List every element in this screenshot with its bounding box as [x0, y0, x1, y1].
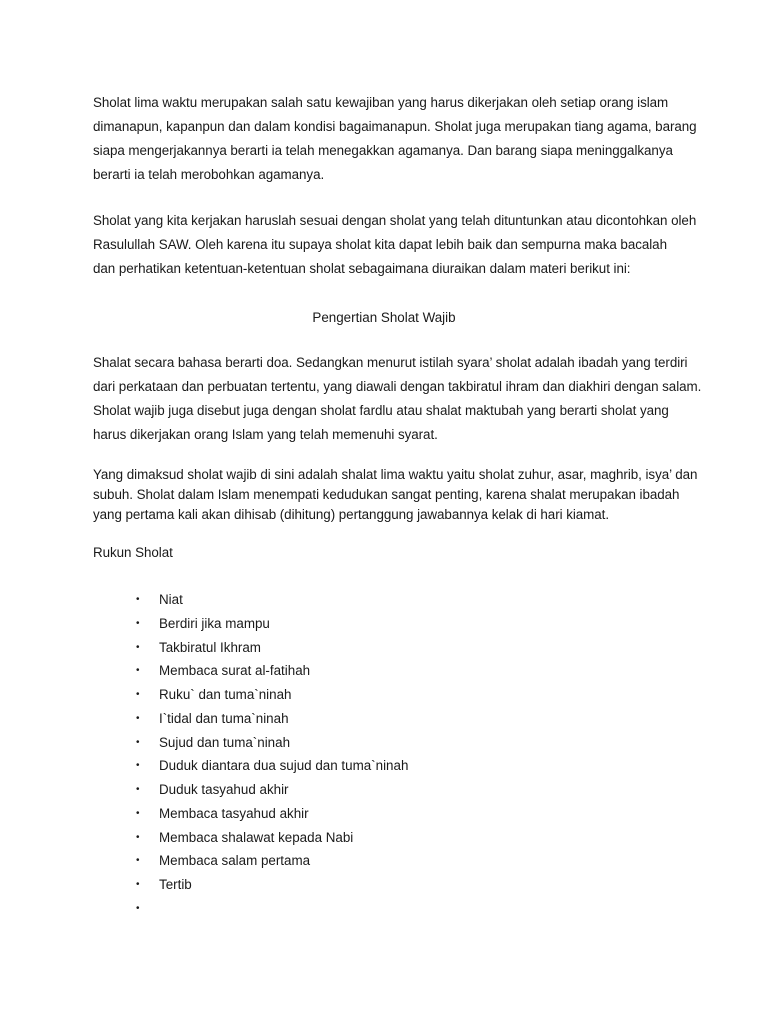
- paragraph-line: dari perkataan dan perbuatan tertentu, yang diawali dengan takbiratul ihram dan diakhiri dengan salam.: [93, 379, 702, 394]
- list-item-label: Membaca salam pertama: [159, 853, 311, 868]
- list-item-label: Takbiratul Ikhram: [159, 640, 261, 655]
- bullet-icon: •: [136, 618, 140, 629]
- list-item-label: Sujud dan tuma`ninah: [159, 735, 291, 750]
- list-item-label: Berdiri jika mampu: [159, 616, 270, 631]
- list-item-label: Membaca shalawat kepada Nabi: [159, 830, 354, 845]
- list-item-label: Duduk diantara dua sujud dan tuma`ninah: [159, 758, 409, 773]
- list-item-label: Membaca tasyahud akhir: [159, 806, 309, 821]
- paragraph-line: dan perhatikan ketentuan-ketentuan sholat sebagaimana diuraikan dalam materi berikut ini:: [93, 261, 631, 276]
- paragraph-line: harus dikerjakan orang Islam yang telah memenuhi syarat.: [93, 427, 438, 442]
- paragraph-line: Shalat secara bahasa berarti doa. Sedangkan menurut istilah syara’ sholat adalah ibadah yang terdiri: [93, 355, 688, 370]
- paragraph-line: Rasulullah SAW. Oleh karena itu supaya sholat kita dapat lebih baik dan sempurna maka bacalah: [93, 237, 667, 252]
- bullet-icon: •: [136, 855, 140, 866]
- bullet-icon: •: [136, 594, 140, 605]
- bullet-icon: •: [136, 808, 140, 819]
- section-heading-pengertian: Pengertian Sholat Wajib: [312, 310, 456, 325]
- paragraph-line: Yang dimaksud sholat wajib di sini adalah shalat lima waktu yaitu sholat zuhur, asar, maghrib, isya’ dan: [93, 467, 698, 482]
- bullet-icon: •: [136, 665, 140, 676]
- paragraph-line: Sholat lima waktu merupakan salah satu kewajiban yang harus dikerjakan oleh setiap orang islam: [93, 95, 669, 110]
- bullet-icon: •: [136, 642, 140, 653]
- paragraph-line: yang pertama kali akan dihisab (dihitung) pertanggung jawabannya kelak di hari kiamat.: [93, 507, 610, 522]
- list-item-label: Ruku` dan tuma`ninah: [159, 687, 292, 702]
- bullet-icon: •: [136, 713, 140, 724]
- section-heading-rukun: Rukun Sholat: [93, 545, 173, 560]
- paragraph-line: Sholat yang kita kerjakan haruslah sesuai dengan sholat yang telah dituntunkan atau dicontohkan oleh: [93, 213, 697, 228]
- bullet-icon: •: [136, 832, 140, 843]
- paragraph-line: dimanapun, kapanpun dan dalam kondisi bagaimanapun. Sholat juga merupakan tiang agama, barang: [93, 119, 697, 134]
- bullet-icon: •: [136, 737, 140, 748]
- list-item-label: Niat: [159, 592, 183, 607]
- list-item-label: Membaca surat al-fatihah: [159, 663, 311, 678]
- bullet-icon: •: [136, 784, 140, 795]
- paragraph-line: Sholat wajib juga disebut juga dengan sholat fardlu atau shalat maktubah yang berarti sholat yang: [93, 403, 669, 418]
- bullet-icon: •: [136, 689, 140, 700]
- list-item-label: Duduk tasyahud akhir: [159, 782, 289, 797]
- paragraph-line: berarti ia telah merobohkan agamanya.: [93, 167, 325, 182]
- bullet-icon: •: [136, 879, 140, 890]
- paragraph-line: subuh. Sholat dalam Islam menempati kedudukan sangat penting, karena shalat merupakan ibadah: [93, 487, 680, 502]
- paragraph-line: siapa mengerjakannya berarti ia telah menegakkan agamanya. Dan barang siapa meninggalkanya: [93, 143, 673, 158]
- list-item-label: I`tidal dan tuma`ninah: [159, 711, 289, 726]
- bullet-icon: •: [136, 760, 140, 771]
- bullet-icon: •: [136, 903, 140, 914]
- list-item-label: Tertib: [159, 877, 192, 892]
